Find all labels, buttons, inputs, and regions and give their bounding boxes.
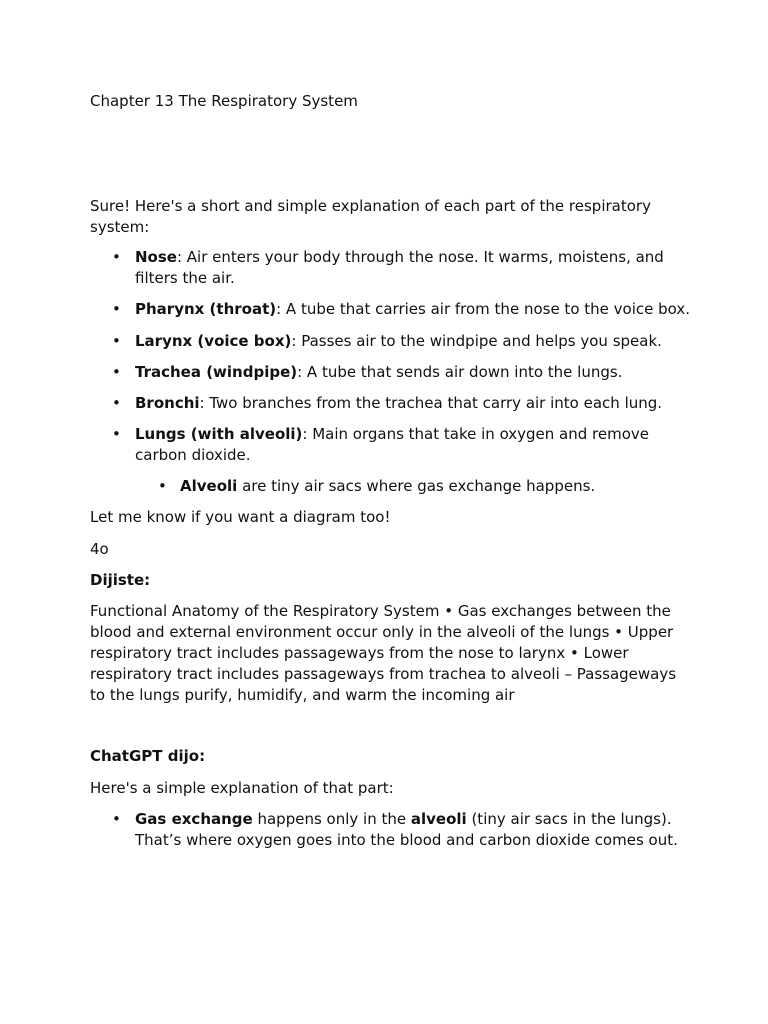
assistant-intro: Here's a simple explanation of that part: xyxy=(90,778,394,797)
user-message: Functional Anatomy of the Respiratory System • Gas exchanges between the blood and external environment occur only in the alveoli of the lungs • Upper respiratory tract includes passageways from the nose to larynx • Lower respiratory tract includes passageways from trachea to alveoli – Passageways to the lungs purify, humidify, and warm the incoming air xyxy=(90,602,677,704)
description: are tiny air sacs where gas exchange happens. xyxy=(237,477,596,496)
intro-paragraph: Sure! Here's a short and simple explanation of each part of the respiratory system: xyxy=(90,196,651,236)
term: Gas exchange xyxy=(135,810,253,829)
term: Alveoli xyxy=(180,477,238,496)
term: alveoli xyxy=(410,810,467,829)
term: Lungs (with alveoli) xyxy=(135,425,303,444)
term: Bronchi xyxy=(135,393,200,412)
list-item-lungs xyxy=(90,424,690,466)
list-item-bronchi xyxy=(90,393,690,414)
term: Nose xyxy=(135,248,177,267)
list-item-trachea xyxy=(90,362,690,383)
closing-line: Let me know if you want a diagram too! xyxy=(90,508,391,527)
gas-exchange-list xyxy=(90,809,690,851)
list-item-larynx xyxy=(90,331,690,352)
term: Pharynx (throat) xyxy=(135,300,277,319)
list-item-pharynx xyxy=(90,299,690,320)
list-item-gas-exchange: • Gas exchange happens only in the alveoli (tiny air sacs in the lungs). That’s where oxygen goes into the blood and carbon dioxide comes out. xyxy=(90,809,690,851)
description: : Two branches from the trachea that carry air into each lung. xyxy=(199,393,663,412)
term: Larynx (voice box) xyxy=(135,331,292,350)
description: : Passes air to the windpipe and helps you speak. xyxy=(291,331,662,350)
chapter-title: Chapter 13 The Respiratory System xyxy=(90,92,358,110)
respiratory-parts-list xyxy=(90,247,690,497)
description: : A tube that sends air down into the lungs. xyxy=(297,362,623,381)
model-label: 4o xyxy=(90,539,109,558)
description: : Main organs that take in oxygen and remove carbon dioxide. xyxy=(135,425,650,464)
sub-list-item-alveoli xyxy=(90,476,690,497)
description: : A tube that carries air from the nose to the voice box. xyxy=(276,300,690,319)
assistant-label: ChatGPT dijo: xyxy=(90,747,206,766)
list-item-nose xyxy=(90,247,690,289)
description: : Air enters your body through the nose. It warms, moistens, and filters the air. xyxy=(135,248,664,288)
term: Trachea (windpipe) xyxy=(135,362,298,381)
user-label: Dijiste: xyxy=(90,571,151,590)
document-page xyxy=(90,91,690,861)
